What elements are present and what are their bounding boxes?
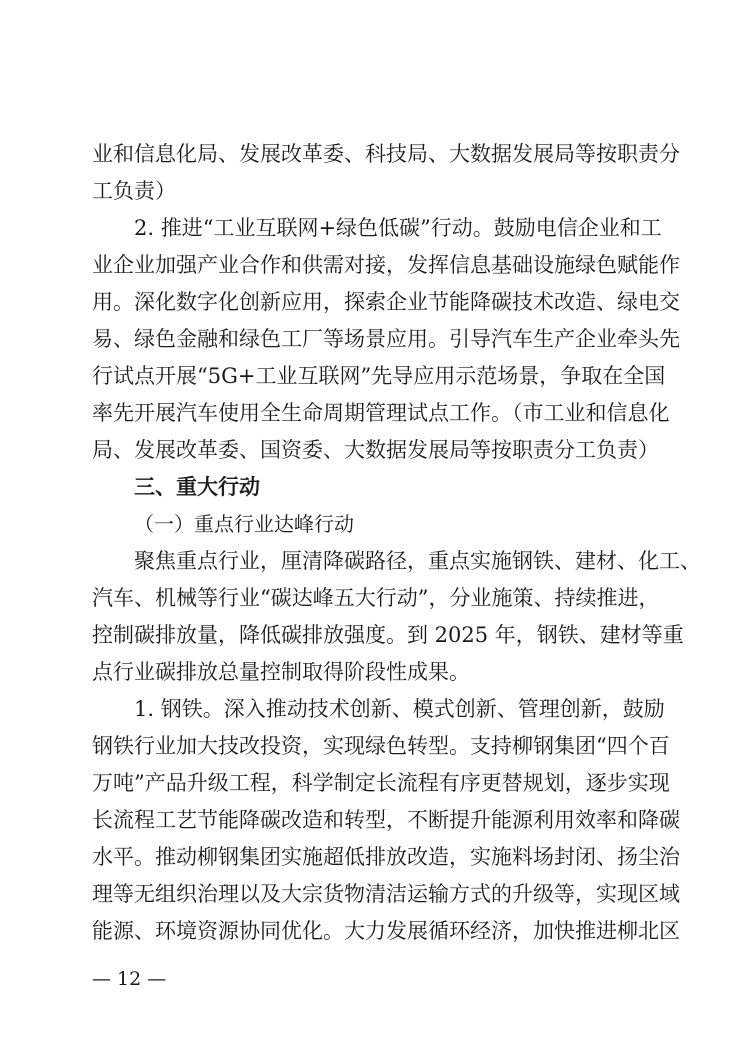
paragraph-line: 工负责） [92,179,176,203]
paragraph-line: 聚焦重点行业，厘清降碳路径，重点实施钢铁、建材、化工、 [134,549,701,573]
paragraph-line: 用。深化数字化创新应用，探索企业节能降碳技术改造、绿电交 [92,290,680,314]
paragraph-line: 长流程工艺节能降碳改造和转型，不断提升能源利用效率和降碳 [92,808,680,832]
paragraph-line: 水平。推动柳钢集团实施超低排放改造，实施料场封闭、扬尘治 [92,845,680,869]
section-heading: 三、重大行动 [134,475,260,499]
paragraph-line: 2. 推进“工业互联网+绿色低碳”行动。鼓励电信企业和工 [134,216,662,240]
paragraph-line: 点行业碳排放总量控制取得阶段性成果。 [92,660,470,684]
paragraph-line: 率先开展汽车使用全生命周期管理试点工作。（市工业和信息化 [92,401,670,425]
paragraph-line: 业和信息化局、发展改革委、科技局、大数据发展局等按职责分 [92,142,680,166]
paragraph-line: 万吨”产品升级工程，科学制定长流程有序更替规划，逐步实现 [92,771,670,795]
paragraph-line: 控制碳排放量，降低碳排放强度。到 2025 年，钢铁、建材等重 [92,623,684,647]
paragraph-line: 局、发展改革委、国资委、大数据发展局等按职责分工负责） [92,438,659,462]
paragraph-line: 易、绿色金融和绿色工厂等场景应用。引导汽车生产企业牵头先 [92,327,680,351]
paragraph-line: 钢铁行业加大技改投资，实现绿色转型。支持柳钢集团“四个百 [92,734,670,758]
paragraph-line: 业企业加强产业合作和供需对接，发挥信息基础设施绿色赋能作 [92,253,680,277]
paragraph-line: 汽车、机械等行业“碳达峰五大行动”，分业施策、持续推进， [92,586,660,610]
paragraph-line: 能源、环境资源协同优化。大力发展循环经济，加快推进柳北区 [92,919,680,943]
paragraph-line: 1. 钢铁。深入推动技术创新、模式创新、管理创新，鼓励 [134,697,665,721]
paragraph-line: 行试点开展“5G+工业互联网”先导应用示范场景，争取在全国 [92,364,666,388]
paragraph-line: 理等无组织治理以及大宗货物清洁运输方式的升级等，实现区域 [92,882,680,906]
subsection-heading: （一）重点行业达峰行动 [134,512,354,536]
page-number: — 12 — [92,968,167,990]
